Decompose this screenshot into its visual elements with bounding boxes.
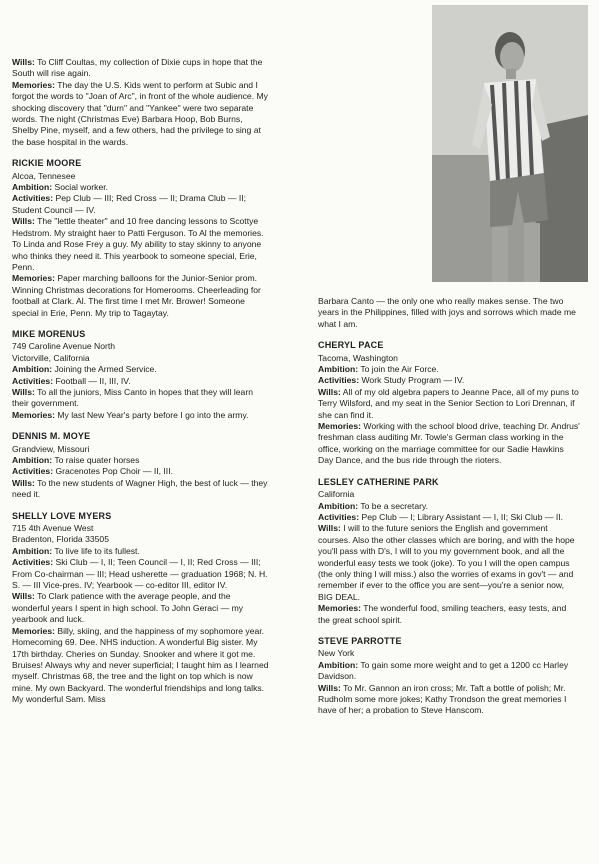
continued-entry-shelly-myers [318, 296, 580, 330]
activities-field: Activities: Pep Club — I; Library Assistant — I, II; Ski Club — II. [318, 511, 564, 522]
senior-location: Alcoa, Tennesee [12, 170, 76, 181]
ambition-field: Ambition: To gain some more weight and to get a 1200 cc Harley Davidson. [318, 659, 569, 682]
senior-name: CHERYL PACE [318, 340, 384, 351]
senior-entry-rickie-moore [12, 158, 270, 319]
wills-field: Wills: All of my old algebra papers to Jeanne Pace, all of my puns to Terry Wilsford, and my seat in the Senior Section to Lori Drennan, if she can find it. [318, 386, 579, 420]
wills-field: Wills: To the new students of Wagner High, the best of luck — they need it. [12, 477, 268, 500]
senior-name: RICKIE MOORE [12, 158, 82, 169]
wills-field: Wills: To Mr. Gannon an iron cross; Mr. Taft a bottle of polish; Mr. Rudholm some more jokes; Kathy Trondson the great memories I have of her; a probation to Steve Hanscom. [318, 682, 567, 716]
senior-location: Tacoma, Washington [318, 352, 398, 363]
senior-location: Bradenton, Florida 33505 [12, 534, 109, 545]
senior-location: Grandview, Missouri [12, 443, 90, 454]
wills-field: Wills: To all the juniors, Miss Canto in hopes that they will learn their government. [12, 386, 253, 409]
continued-entry [12, 57, 270, 148]
senior-photo [432, 5, 588, 282]
photo-figure [432, 5, 588, 282]
senior-name: DENNIS M. MOYE [12, 431, 91, 442]
senior-entry-mike-morenus [12, 329, 270, 421]
senior-entry-steve-parrotte [318, 636, 580, 717]
senior-location: Victorville, California [12, 352, 90, 363]
wills-field: Wills: To Clark patience with the average people, and the wonderful years I spent in high school. To John Geraci — my yearbook and luck. [12, 591, 244, 625]
senior-address: 715 4th Avenue West [12, 523, 94, 534]
senior-location: New York [318, 648, 355, 659]
senior-entry-lesley-park [318, 477, 580, 626]
ambition-field: Ambition: Joining the Armed Service. [12, 364, 157, 375]
memories-field: Memories: Billy, skiing, and the happiness of my sophomore year. Homecoming 69. Dee. NHS induction. A wonderful Big sister. My 17th birthday. Cheries on Sunday. Snooker and where it got me. Bruises! Always why and never superficial; I taught him as I learned myself. Christmas 68, the tree and the light on top which is now mine. My own Backyard. The wonderful friendships and long talks. My wonderful Sam. Miss [12, 625, 269, 705]
ambition-field: Ambition: To be a secretary. [318, 500, 429, 511]
continued-text: Barbara Canto — the only one who really makes sense. The two years in the Philippines, filled with joys and sorrows which made me what I am. [318, 296, 576, 329]
wills-field: Wills: I will to the future seniors the English and government courses. Also the other classes which are boring, and with the hope you'll pass with D's, I will to you my government book, and all the wonderful easy tests we took (joke). To you I will the open campus (the only thing I will miss.) also the worries of exams in gov't — and remember if ever to the office you are sent—you're a senior now, BIG DEAL. [318, 523, 575, 602]
memories-field: Memories: The day the U.S. Kids went to perform at Subic and I forgot the words to "Joan of Arc", in front of the whole audience. My shocking discovery that "durn" and "Yankee" were two separate words. The night (Christmas Eve) Barbara Hoop, Bob Burns, Shelby Pine, myself, and a few others, had the privilege to sing at the base hospital in the wards. [12, 79, 268, 147]
activities-field: Activities: Ski Club — I, II; Teen Council — I, II; Red Cross — III; From Co-chairman — III; Head usherette — graduation 1968; N. H. S. — III Vice-pres. IV; Yearbook — co-editor III, editor IV. [12, 557, 268, 591]
senior-entry-shelly-myers [12, 511, 270, 706]
activities-field: Activities: Football — II, III, IV. [12, 375, 131, 386]
activities-field: Activities: Work Study Program — IV. [318, 375, 465, 386]
memories-field: Memories: Working with the school blood drive, teaching Dr. Andrus' freshman class auditing Mr. Towle's German class working in the office, working on the marriage committee for our Sadie Hawkins Day Dance, and the bus ride through the rioters. [318, 421, 580, 466]
senior-location: California [318, 489, 355, 500]
memories-field: Memories: The wonderful food, smiling teachers, easy tests, and the great school spirit. [318, 603, 567, 625]
senior-entry-cheryl-pace [318, 340, 580, 466]
right-column [318, 296, 580, 727]
left-column [12, 57, 270, 716]
activities-field: Activities: Pep Club — III; Red Cross — II; Drama Club — II; Student Council — IV. [12, 193, 247, 215]
senior-name: MIKE MORENUS [12, 328, 86, 339]
memories-field: Memories: Paper marching balloons for the Junior-Senior prom. Winning Christmas decorations for Homerooms. Cheerleading for football at Clark. Al. The first time I met Mr. Brower! Someone special in Erie, Penn. My trip to Tagaytay. [12, 273, 261, 318]
ambition-field: Ambition: To join the Air Force. [318, 364, 439, 375]
senior-address: 749 Caroline Avenue North [12, 341, 116, 352]
senior-name: STEVE PARROTTE [318, 635, 402, 646]
senior-entry-dennis-moye [12, 431, 270, 500]
memories-field: Memories: My last New Year's party before I go into the army. [12, 409, 249, 420]
ambition-field: Ambition: To live life to its fullest. [12, 545, 140, 556]
activities-field: Activities: Gracenotes Pop Choir — II, III. [12, 466, 173, 477]
senior-name: SHELLY LOVE MYERS [12, 510, 112, 521]
senior-name: LESLEY CATHERINE PARK [318, 476, 439, 487]
ambition-field: Ambition: To raise quater horses [12, 455, 140, 465]
wills-field: Wills: The "lettle theater" and 10 free dancing lessons to Scottye Hedstrom. My straight haer to Patti Ferguson. To Al the memories. To Linda and Rose Frey a guy. My ability to stay skinny to anyone who thinks they need it. This yearbook to someone special, Erie, Penn. [12, 216, 264, 272]
ambition-field: Ambition: Social worker. [12, 182, 108, 193]
wills-field: Wills: To Cliff Coultas, my collection of Dixie cups in hope that the South will rise again. [12, 57, 263, 79]
